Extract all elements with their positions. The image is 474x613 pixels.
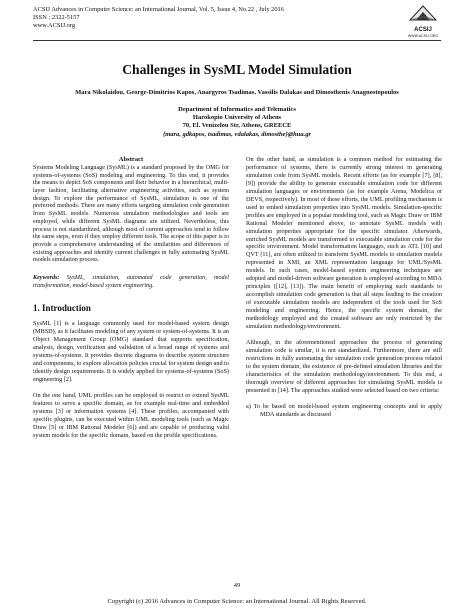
paper-title: Challenges in SysML Model Simulation [122, 62, 352, 77]
affiliation-block [0, 106, 474, 139]
criteria-item-a: a) To be based on model-based system engineering concepts and to apply MDA standards as discussed [246, 402, 442, 418]
abstract-heading: Abstract [118, 156, 144, 163]
header-divider [33, 40, 441, 41]
keywords [33, 275, 229, 290]
right-paragraph-1: On the other hand, as simulation is a common method for estimating the performance of systems, there is currently strong interest in generating simulation code from SysML models. Recent efforts (as for example [7], [8], [9]) provide the ability to generate executable simulation code for different simulation languages or environments (as for example Arena, Modelica or DEVS, respectively). In most of these efforts, the UML profiling mechanism is used to embed simulation properties into SysML models. Simulation-specific profiles are employed in a popular modeling tool, such as Magic Draw or IBM Rational Modeler mentioned above, to annotate SysML models with simulation properties appropriate for the specific simulator. Afterwards, enriched SysML models are transformed to executable simulation code for the specific environment. Model transformation languages, such as ATL [10] and QVT [11], are often utilized to transform SysML models to simulation models represented in XMI, an XML representation language for UML/SysML models. In such cases, model-based system engineering techniques are adopted and model-driven software generation is employed according to MDA principles ([12], [13]). The main benefit of employing such standards to accomplish simulation code generation is that all steps leading to the creation of executable simulation models are independent of the tools used for SoS modeling and engineering. Hence, the specific system domain, the methodology employed and the created software are only restricted by the simulation methodology/environment. [246, 156, 442, 331]
left-column [33, 156, 229, 448]
keywords-text: SysML, simulation, automated code generation, model transformation, model-based system engineering. [33, 275, 230, 289]
intro-paragraph-1: SysML [1] is a language commonly used for model-based system design (MBSD), as it facilitates modeling of any system or system-of-systems. It is an Object Management Group (OMG) standard that supports specification, analysis, design, verification and validation of a broad range of systems and systems-of-systems. It provides discrete diagrams to describe system structure and components, to explore allocation policies crucial for system design and to identify design requirements. It is widely applied for systems-of-systems (SoS) engineering [2]. [33, 320, 229, 384]
affiliation-university: Harokopio University of Athens [192, 114, 282, 122]
right-column [246, 156, 442, 419]
logo-url: WWW.ACSIJ.ORG [407, 34, 439, 38]
author-list: Mara Nikolaidou, George-Dimitrios Kapos, Anargyros Tsadimas, Vassilis Dalakas and Dimosthenis Anagnostopoulos [75, 89, 399, 96]
keywords-label: Keywords: [33, 275, 60, 282]
issn: ISSN : 2322-5157 [33, 14, 80, 21]
intro-paragraph-2: On the one hand, UML profiles can be employed to restrict or extend SysML features to serve a specific domain, as for example real-time and embedded systems [3] or information systems [4]. These profiles, accompanied with specific plugins, can be executed within UML modeling tools (such as Magic Draw [5] or IBM Rational Modeler [6]) and are capable of producing valid system models for the specific domain, based on the profile specifications. [33, 392, 229, 439]
logo-text: ACSIJ [414, 27, 432, 33]
journal-citation: ACSIJ Advances in Computer Science: an International Journal, Vol. 5, Issue 4, No.22 , July 2016 [33, 6, 284, 13]
affiliation-department: Department of Informatics and Telematics [178, 106, 296, 113]
copyright-notice: Copyright (c) 2016 Advances in Computer Science: an International Journal. All Rights Reserved. [107, 598, 367, 605]
section-heading-introduction: 1. Introduction [33, 302, 91, 313]
author-emails: {mara, gdkapos, tsadimas, vdalakas, dimosthe}@hua.gr [162, 130, 312, 138]
abstract-text: Systems Modeling Language (SysML) is a standard proposed by the OMG for systems-of-systems (SoS) modeling and engineering. To this end, it provides the means to depict SoS components and their behavior in a hierarchical, multi-layer fashion, facilitating alternative engineering activities, such as system design. To explore the performance of SysML, simulation is one of the preferred methods. There are many efforts targeting simulation code generation from SysML models. Numerous simulation methodologies and tools are employed, while different SysML diagrams are utilized. Nevertheless, this process is not standardized, although most of current approaches tend to follow the same steps, even if they employ different tools. The scope of this paper is to provide a comprehensive understanding of the similarities and differences of existing approaches and identify current challenges in fully automating SysML models simulation process. [33, 164, 229, 264]
right-paragraph-2: Although, in the aforementioned approaches the process of generating simulation code is similar, it is not standardized. Furthermore, there are still restrictions in fully automating the simulation code generation process related to the system domain, the existence of pre-defined simulation libraries and the characteristics of the simulation methodology/environment. To this end, a thorough overview of different approaches for simulating SysML models is presented in [14]. The approaches studied were selected based on two criteria: [246, 338, 442, 394]
affiliation-address: 70, El. Venizelou Str, Athens, GREECE [182, 122, 292, 130]
page-number: 49 [233, 582, 241, 589]
journal-header [33, 6, 441, 30]
journal-logo [406, 4, 440, 39]
acsij-logo-icon [408, 4, 438, 22]
journal-website: www.ACSIJ.org [33, 22, 76, 29]
